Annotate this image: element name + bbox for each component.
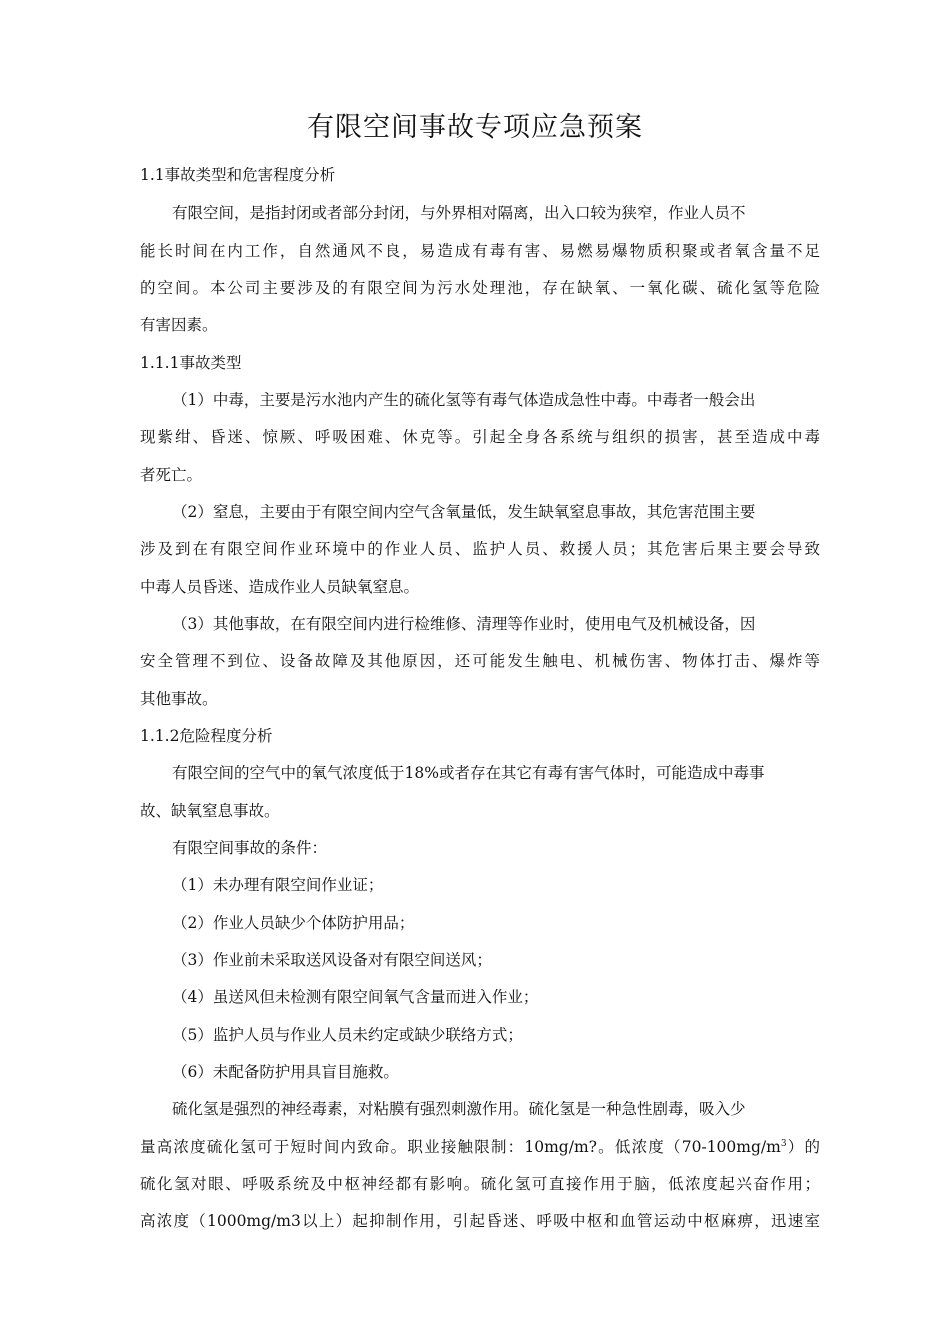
paragraph-line <box>140 1135 820 1159</box>
paragraph-line: 故、缺氧窒息事故。 <box>140 802 280 820</box>
paragraph-line: 有害因素。 <box>140 316 218 334</box>
paragraph-line: 有限空间的空气中的氧气浓度低于18%或者存在其它有毒有害气体时，可能造成中毒事 <box>172 764 765 782</box>
heading-1-1: 1.1事故类型和危害程度分析 <box>140 166 336 184</box>
paragraph-line: 的空间。本公司主要涉及的有限空间为污水处理池，存在缺氧、一氧化碳、硫化氢等危险 <box>140 279 820 297</box>
paragraph-line: 中毒人员昏迷、造成作业人员缺氧窒息。 <box>140 578 420 596</box>
paragraph-line: （3）其他事故，在有限空间内进行检维修、清理等作业时，使用电气及机械设备，因 <box>172 615 756 633</box>
paragraph-line: 其他事故。 <box>140 690 218 708</box>
paragraph-text: ）的 <box>786 1138 820 1156</box>
paragraph-line: 硫化氢对眼、呼吸系统及中枢神经都有影响。硫化氢可直接作用于脑，低浓度起兴奋作用； <box>140 1175 820 1193</box>
paragraph-line: 安全管理不到位、设备故障及其他原因，还可能发生触电、机械伤害、物体打击、爆炸等 <box>140 652 820 670</box>
paragraph-line: 现紫绀、昏迷、惊厥、呼吸困难、休克等。引起全身各系统与组织的损害，甚至造成中毒 <box>140 428 820 446</box>
condition-item: （3）作业前未采取送风设备对有限空间送风； <box>172 951 492 969</box>
paragraph-text: 量高浓度硫化氢可于短时间内致命。职业接触限制：10mg/m?。低浓度（70-100mg/m <box>140 1138 781 1156</box>
paragraph-line: 涉及到在有限空间作业环境中的作业人员、监护人员、救援人员；其危害后果主要会导致 <box>140 540 820 558</box>
paragraph-line: （2）窒息，主要由于有限空间内空气含氧量低，发生缺氧窒息事故，其危害范围主要 <box>172 503 756 521</box>
heading-1-1-2: 1.1.2危险程度分析 <box>140 727 273 745</box>
paragraph-line: 高浓度（1000mg/m3以上）起抑制作用，引起昏迷、呼吸中枢和血管运动中枢麻痹，迅速室 <box>140 1212 820 1230</box>
condition-item: （5）监护人员与作业人员未约定或缺少联络方式； <box>172 1026 523 1044</box>
paragraph-line: 者死亡。 <box>140 466 203 484</box>
paragraph-line: 能长时间在内工作，自然通风不良，易造成有毒有害、易燃易爆物质积聚或者氧含量不足 <box>140 242 820 260</box>
paragraph-line: 有限空间，是指封闭或者部分封闭，与外界相对隔离，出入口较为狭窄，作业人员不 <box>172 204 746 222</box>
paragraph-line: 硫化氢是强烈的神经毒素，对粘膜有强烈刺激作用。硫化氢是一种急性剧毒，吸入少 <box>172 1100 746 1118</box>
superscript: 3 <box>780 1139 787 1149</box>
condition-item: （1）未办理有限空间作业证； <box>172 876 384 894</box>
heading-1-1-1: 1.1.1事故类型 <box>140 354 242 372</box>
paragraph-line: （1）中毒，主要是污水池内产生的硫化氢等有毒气体造成急性中毒。中毒者一般会出 <box>172 391 756 409</box>
conditions-intro: 有限空间事故的条件： <box>172 839 328 857</box>
document-title: 有限空间事故专项应急预案 <box>307 112 643 143</box>
condition-item: （2）作业人员缺少个体防护用品； <box>172 914 415 932</box>
condition-item: （6）未配备防护用具盲目施救。 <box>172 1063 399 1081</box>
condition-item: （4）虽送风但未检测有限空间氧气含量而进入作业； <box>172 988 539 1006</box>
